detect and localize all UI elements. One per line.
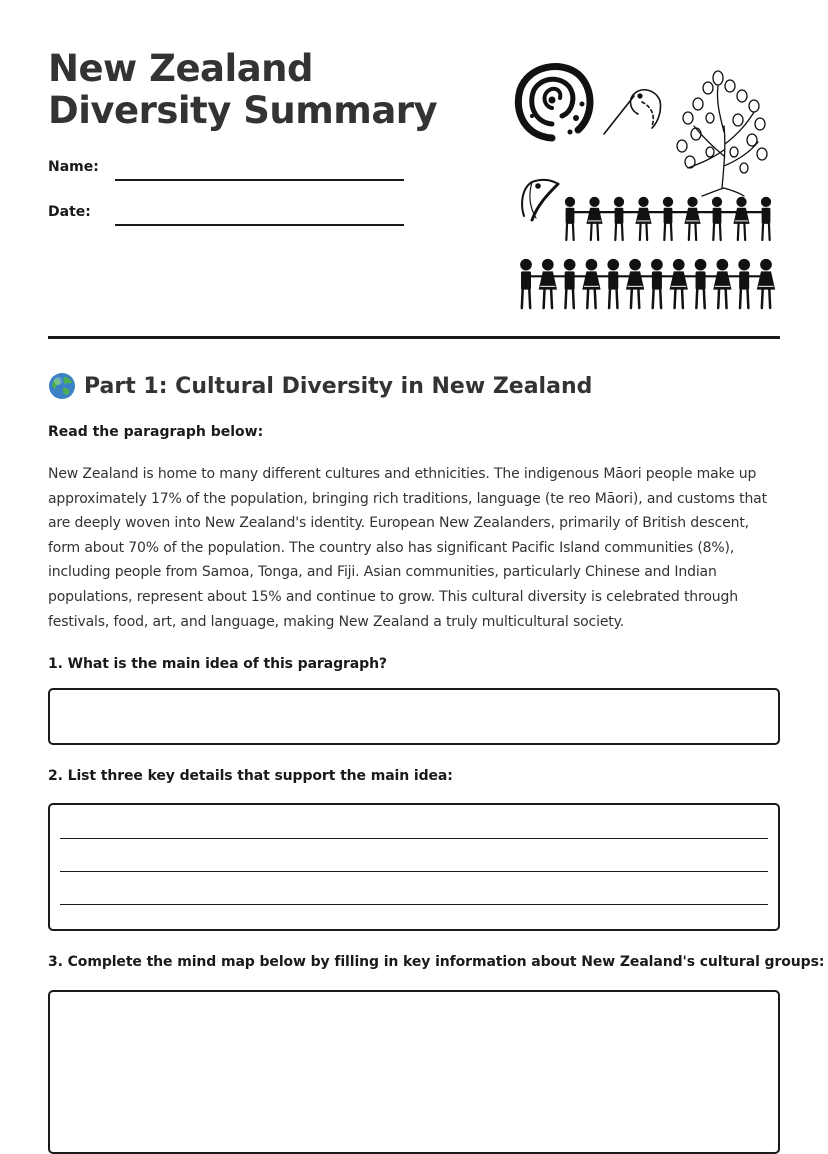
part1-heading — [48, 372, 592, 400]
mind-map-box[interactable] — [48, 990, 780, 1154]
illustration — [512, 56, 780, 312]
date-write-line[interactable] — [115, 224, 404, 226]
answer-box-2[interactable] — [48, 803, 780, 931]
worksheet-header — [48, 48, 780, 310]
question-2: 2. List three key details that support the main idea: — [48, 768, 453, 784]
name-label: Name: — [48, 159, 99, 175]
huia-bird-icon — [522, 180, 558, 220]
date-label: Date: — [48, 204, 91, 220]
tree-icon — [677, 71, 767, 196]
section-divider — [48, 336, 780, 339]
children-holding-hands-icon — [565, 197, 771, 240]
answer-line[interactable] — [60, 904, 768, 905]
koru-spiral-icon — [518, 67, 590, 138]
instruction-text: Read the paragraph below: — [48, 424, 264, 440]
question-3: 3. Complete the mind map below by filling in key information about New Zealand's cultural groups: — [48, 954, 825, 970]
globe-icon — [48, 372, 76, 400]
kiwi-bird-icon — [604, 90, 661, 134]
answer-box-1[interactable] — [48, 688, 780, 745]
date-field — [48, 204, 408, 228]
page-title: New Zealand Diversity Summary — [48, 47, 438, 132]
part1-heading-text: Part 1: Cultural Diversity in New Zealand — [84, 373, 593, 399]
reading-paragraph: New Zealand is home to many different cultures and ethnicities. The indigenous Māori people make up approximately 17% of the population, bringing rich traditions, language (te reo Māori), and customs that are deeply woven into New Zealand's identity. European New Zealanders, primarily of British descent, form about 70% of the population. The country also has significant Pacific Island communities (8%), including people from Samoa, Tonga, and Fiji. Asian communities, particularly Chinese and Indian populations, represent about 15% and continue to grow. This cultural diversity is celebrated through festivals, food, art, and language, making New Zealand a truly multicultural society. — [48, 466, 767, 630]
question-1: 1. What is the main idea of this paragraph? — [48, 656, 387, 672]
name-write-line[interactable] — [115, 179, 404, 181]
name-field — [48, 159, 408, 183]
children-holding-hands-icon — [520, 259, 775, 308]
answer-line[interactable] — [60, 838, 768, 839]
answer-line[interactable] — [60, 871, 768, 872]
